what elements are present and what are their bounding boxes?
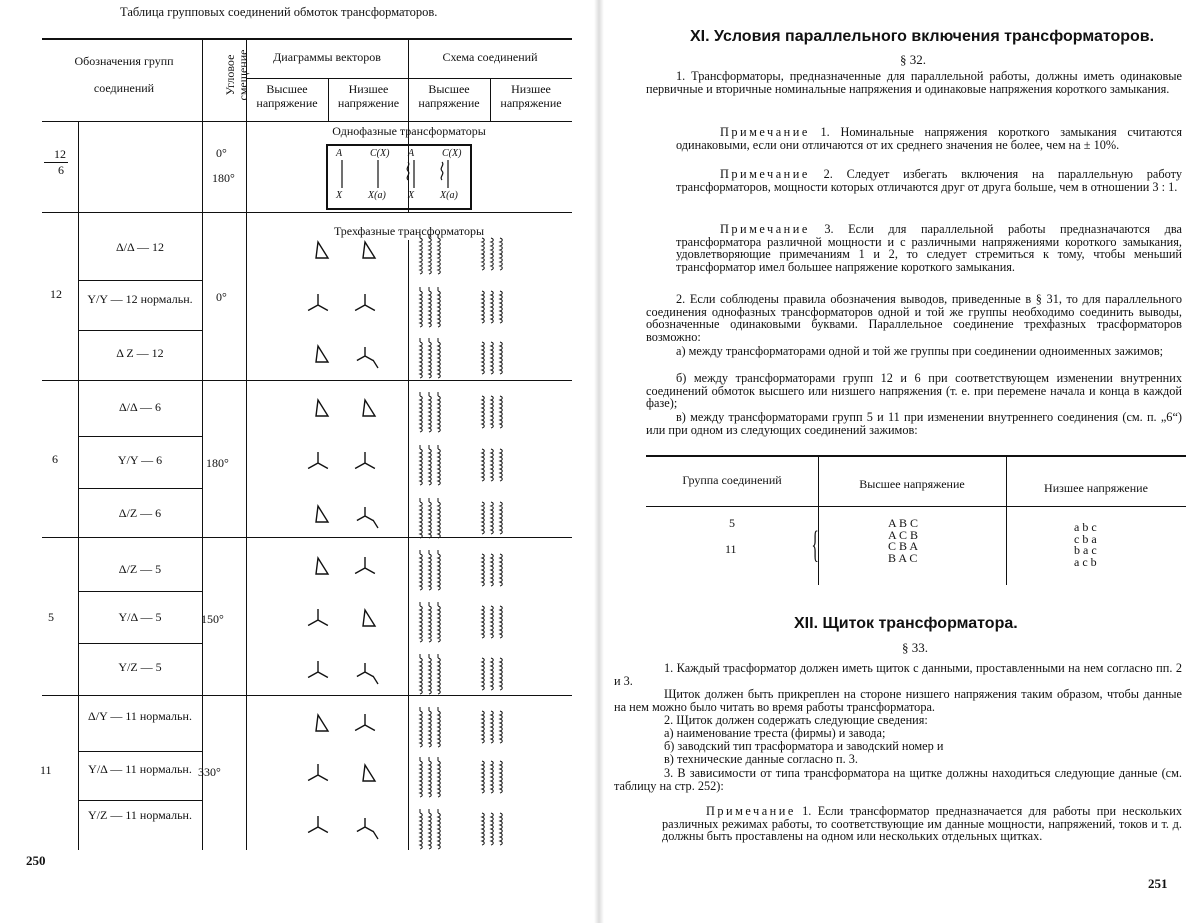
group-row-label: Y/Δ — 5 [118,610,162,624]
diagram-stroke [438,813,440,849]
paragraph-1: 1. Трансформаторы, предназначенные для параллельной работы, должны иметь одинаковые первичные и вторичные номинальные напряжения и одинаковые напряжения короткого замыкания. [646,69,1182,96]
q2a: а) наименование треста (фирмы) и завода; [664,726,886,740]
group-row-label: Y/Y — 12 нормальн. [87,292,193,306]
diagram-stroke [429,711,431,747]
diagram-stroke [363,610,375,626]
diagram-stroke [357,818,373,832]
section-title-xi: XI. Условия параллельного включения трансформаторов. [690,28,1155,45]
diagram-stroke [500,761,502,793]
diagram-stroke [438,658,440,694]
diagram-stroke [482,606,484,638]
page-number-right: 251 [1148,876,1168,891]
note-label: Примечание [720,167,810,181]
diagram-stroke [491,813,493,845]
diagram-stroke [482,761,484,793]
single-angle-bottom: 180° [212,171,235,185]
table-header: Низшее напряжение [1044,481,1148,495]
table-top-rule [646,455,1186,457]
table-hv-values: A B C A C B C B A B A C [888,516,919,565]
diagram-stroke [357,663,373,677]
diagram-stroke [308,661,328,678]
terminal-label: X(a) [368,190,386,201]
diagram-stroke [438,396,440,432]
note-2 [676,168,1182,193]
diagram-stroke [316,558,328,574]
diagram-stroke [316,715,328,731]
diagram-stroke [438,291,440,327]
diagram-stroke [429,449,431,485]
group-row-label: Y/Δ — 11 нормальн. [88,762,192,776]
diagram-stroke [420,502,422,538]
section-marker-32: § 32. [900,52,926,67]
paragraph-2: 2. Если соблюдены правила обозначения выводов, приведенные в § 31, то для параллельного соединения однофазных трансформаторов одной и той же группы необходимо соединить выводы, обозначенные одинаковыми буквами. Параллельное соединение трехфазных трасформаторов возможно: [646,292,1182,344]
diagram-stroke [429,238,431,274]
diagram-stroke [420,449,422,485]
diagram-stroke [308,764,328,781]
diagram-stroke [491,238,493,270]
diagram-stroke [482,711,484,743]
group-angle: 0° [216,290,227,304]
three-phase-title: Трехфазные трансформаторы [333,224,485,238]
single-group-bottom: 6 [58,163,64,177]
terminal-label: C(X) [442,148,462,159]
q2c: в) технические данные согласно п. 3. [664,752,858,766]
diagram-stroke [363,242,375,258]
diagram-stroke [420,813,422,849]
right-page [600,0,1200,923]
diagram-stroke [500,291,502,323]
note-2-text: 2. Следует избегать включения на параллельную работу трансформаторов, мощности которых отличаются друг от друга больше, чем в отношении 3 : 1. [676,167,1182,194]
diagram-stroke [491,291,493,323]
diagram-stroke [482,554,484,586]
diagram-stroke [420,606,422,642]
diagram-stroke [355,714,375,731]
single-group-top: 12 [54,147,66,161]
diagram-stroke [438,449,440,485]
diagram-stroke [420,711,422,747]
diagram-stroke [500,606,502,638]
diagram-stroke [429,342,431,378]
diagram-stroke [429,761,431,797]
group-row-label: Δ/Z — 6 [118,506,162,520]
item-b: б) между трансформаторами групп 12 и 6 при соответствующем изменении внутренних соединений обмоток высшего или низшего напряжения (т. е. при перемене начала и конца в каждой фазе); [646,371,1182,411]
diagram-stroke [373,676,378,684]
table-header: Высшее напряжение [859,477,965,491]
diagram-stroke [482,813,484,845]
note-1 [676,126,1182,151]
group-angle: 330° [198,765,221,779]
diagram-stroke [420,291,422,327]
group-row-label: Δ/Z — 5 [118,562,162,576]
header-scheme-lv: Низшее напряжение [500,82,562,110]
diagram-stroke [357,507,373,521]
header-lv: Низшее напряжение [337,82,400,110]
terminal-label: X [408,190,415,201]
table-group: 11 [725,542,737,556]
diagram-stroke [491,502,493,534]
diagram-stroke [491,658,493,690]
brace: { [811,524,819,566]
diagram-stroke [363,765,375,781]
group-number: 12 [50,287,62,301]
diagram-stroke [355,294,375,311]
terminal-label: X(a) [440,190,458,201]
group-row-label: Δ Z — 12 [116,346,164,360]
group-row-label: Y/Z — 11 нормальн. [88,808,192,822]
diagram-stroke [355,452,375,469]
item-v: в) между трансформаторами групп 5 и 11 при изменении внутреннего соединения (см. п. „6“) или при одном из следующих соединений зажимов: [646,410,1182,437]
item-a: а) между трансформаторами одной и той же группы при соединении одноименных зажимов; [676,344,1164,358]
diagram-stroke [491,449,493,481]
terminal-label: X [336,190,343,201]
diagram-stroke [357,347,373,361]
diagram-stroke [500,342,502,374]
diagram-stroke [491,606,493,638]
header-hv: Высшее напряжение [256,82,318,110]
terminal-label: C(X) [370,148,390,159]
diagram-stroke [429,606,431,642]
q1b: Щиток должен быть прикреплен на стороне низшего напряжения таким образом, чтобы данные на нем можно было читать во время работы трансформатора. [614,687,1182,714]
diagram-stroke [420,238,422,274]
group-angle: 150° [201,612,224,626]
q3: 3. В зависимости от типа трансформатора на щитке должны находиться следующие данные (см. таблицу на стр. 252): [614,766,1182,793]
diagram-stroke [438,238,440,274]
diagram-stroke [500,711,502,743]
header-scheme-hv: Высшее напряжение [418,82,480,110]
diagram-stroke [438,606,440,642]
q2: 2. Щиток должен содержать следующие сведения: [664,713,928,727]
column-rule [1006,455,1007,585]
terminal-label: A [408,148,415,159]
diagram-stroke [491,342,493,374]
diagram-stroke [429,554,431,590]
diagram-stroke [491,711,493,743]
diagram-stroke [308,452,328,469]
diagram-stroke [500,396,502,428]
diagram-stroke [308,609,328,626]
diagram-stroke [482,502,484,534]
diagram-stroke [438,711,440,747]
note-label: Примечание [720,125,810,139]
diagram-stroke [316,346,328,362]
diagram-stroke [373,360,378,368]
single-angle-top: 0° [216,146,227,160]
group-row-label: Y/Z — 5 [118,660,162,674]
diagram-stroke [438,342,440,378]
diagram-stroke [482,658,484,690]
diagram-stroke [420,658,422,694]
note-3 [676,223,1182,273]
note-label: Примечание [706,804,796,818]
diagram-stroke [500,238,502,270]
group-number: 5 [48,610,54,624]
group-number: 6 [52,452,58,466]
diagram-stroke [500,449,502,481]
diagram-stroke [429,658,431,694]
table-header-rule [646,506,1186,507]
diagram-stroke [491,761,493,793]
table-header: Группа соединений [682,473,782,487]
diagram-stroke [500,502,502,534]
diagram-stroke [429,813,431,849]
diagram-stroke [438,554,440,590]
group-row-label: Δ/Δ — 6 [118,400,162,414]
diagram-stroke [429,291,431,327]
group-row-label: Δ/Δ — 12 [115,240,165,254]
group-angle: 180° [206,456,229,470]
diagram-stroke [500,813,502,845]
diagram-stroke [420,554,422,590]
single-phase-title: Однофазные трансформаторы [332,124,486,138]
diagram-stroke [308,816,328,833]
note-3-text: 3. Если для параллельной работы предназначаются два трансформатора различной мощности и с различными напряжениями короткого замыкания, удовлетворяющие примечаниям 1 и 2, то следует стремиться к тому, чтобы меньший трансформатор имел большее напряжение короткого замыкания. [676,222,1182,274]
group-row-label: Y/Y — 6 [117,453,163,467]
diagram-stroke [420,761,422,797]
table-caption: Таблица групповых соединений обмоток трансформаторов. [120,5,438,19]
diagram-stroke [316,400,328,416]
note-4 [662,805,1182,843]
q2b: б) заводский тип трасформатора и заводский номер и [664,739,944,753]
terminal-label: A [336,148,343,159]
diagram-stroke [373,520,378,528]
diagram-stroke [363,400,375,416]
diagram-stroke [438,761,440,797]
note-1-text: 1. Номинальные напряжения короткого замыкания считаются одинаковыми, если они отличаются от их среднего значения не более, чем на ± 10%. [676,125,1182,152]
note-4-text: 1. Если трансформатор предназначается для работы при нескольких различных режимах работы, то соответствующие им данные мощности, напряжений, токов и т. д. должны быть проставлены на одном или нескольких отдельных щитках. [662,804,1182,844]
diagram-stroke [482,396,484,428]
diagram-stroke [316,506,328,522]
table-group: 5 [729,516,735,530]
section-marker-33: § 33. [902,640,928,655]
diagram-stroke [373,831,378,839]
header-group: Обозначения групп соединений [74,54,174,95]
header-vectors: Диаграммы векторов [273,50,381,64]
diagram-stroke [429,502,431,538]
diagram-stroke [500,658,502,690]
diagram-stroke [482,342,484,374]
diagram-stroke [420,396,422,432]
diagram-stroke [420,342,422,378]
diagram-stroke [491,554,493,586]
diagram-stroke [500,554,502,586]
page-number-left: 250 [26,853,46,868]
diagram-stroke [482,449,484,481]
diagram-stroke [482,291,484,323]
diagram-stroke [438,502,440,538]
q1: 1. Каждый трасформатор должен иметь щиток с данными, проставленными на нем согласно пп. 2 и 3. [614,661,1182,688]
group-number: 11 [40,763,52,777]
diagram-stroke [429,396,431,432]
header-scheme: Схема соединений [442,50,538,64]
diagram-stroke [491,396,493,428]
header-angle: Угловое смещение [223,49,250,101]
table-lv-values: a b c c b a b a c a c b [1074,520,1097,569]
diagram-stroke [316,242,328,258]
group-row-label: Δ/Y — 11 нормальн. [88,709,192,723]
section-title-xii: XII. Щиток трансформатора. [794,615,1018,632]
note-label: Примечание [720,222,810,236]
diagram-stroke [355,557,375,574]
diagram-stroke [308,294,328,311]
diagram-stroke [482,238,484,270]
